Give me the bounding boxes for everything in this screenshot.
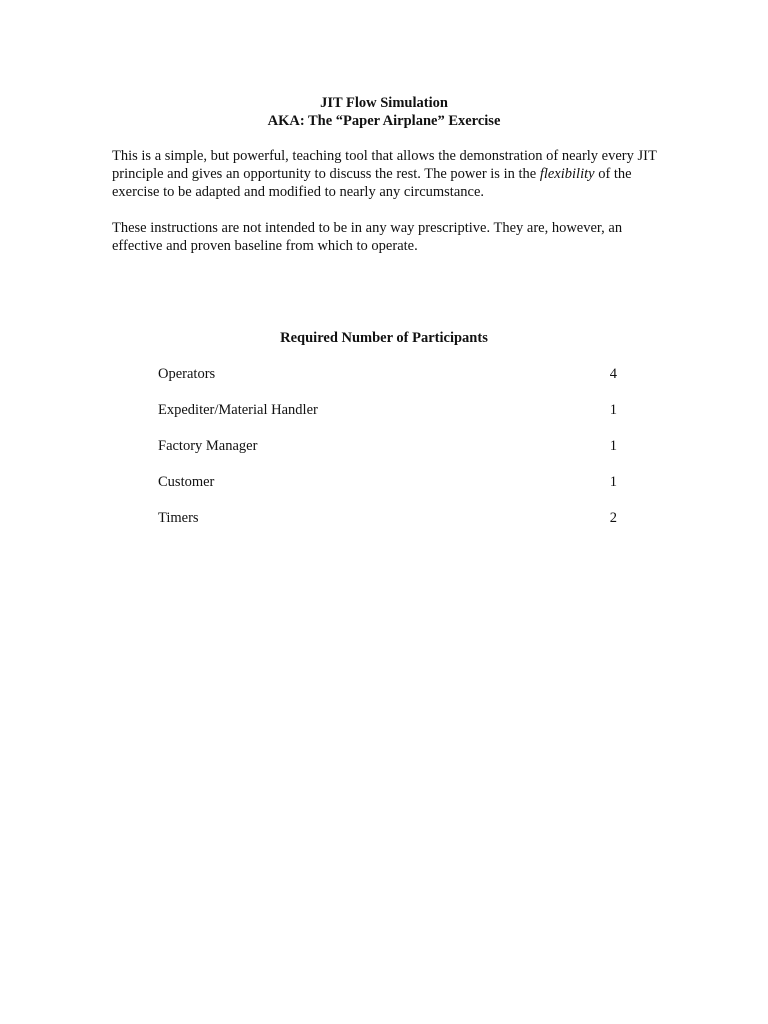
intro-paragraph <box>112 147 657 202</box>
participant-role: Operators <box>158 366 216 382</box>
document-subtitle: AKA: The “Paper Airplane” Exercise <box>267 113 501 129</box>
intro-emphasis: flexibility <box>539 166 595 183</box>
participant-row <box>158 437 620 473</box>
title-block <box>0 94 768 130</box>
intro-text-after: of the exercise to be adapted and modified to nearly any circumstance. <box>112 166 632 201</box>
participant-count: 1 <box>609 474 617 490</box>
participant-count: 1 <box>609 402 617 418</box>
participant-role: Customer <box>158 474 215 490</box>
participant-count: 2 <box>609 510 617 526</box>
participant-row <box>158 365 620 401</box>
disclaimer-paragraph: These instructions are not intended to be in any way prescriptive. They are, however, an effective and proven baseline from which to operate. <box>112 220 623 255</box>
participants-list <box>158 365 620 545</box>
participant-count: 1 <box>609 438 617 454</box>
participant-role: Expediter/Material Handler <box>158 402 318 418</box>
participant-role: Factory Manager <box>158 438 258 454</box>
participant-row <box>158 473 620 509</box>
participant-count: 4 <box>609 366 617 382</box>
participants-heading: Required Number of Participants <box>280 330 488 346</box>
document-title: JIT Flow Simulation <box>320 95 448 111</box>
participant-role: Timers <box>158 510 199 526</box>
intro-text-before: This is a simple, but powerful, teaching tool that allows the demonstration of nearly every JIT principle and gives an opportunity to discuss the rest. The power is in the <box>112 148 657 183</box>
participant-row <box>158 509 620 545</box>
participant-row <box>158 401 620 437</box>
